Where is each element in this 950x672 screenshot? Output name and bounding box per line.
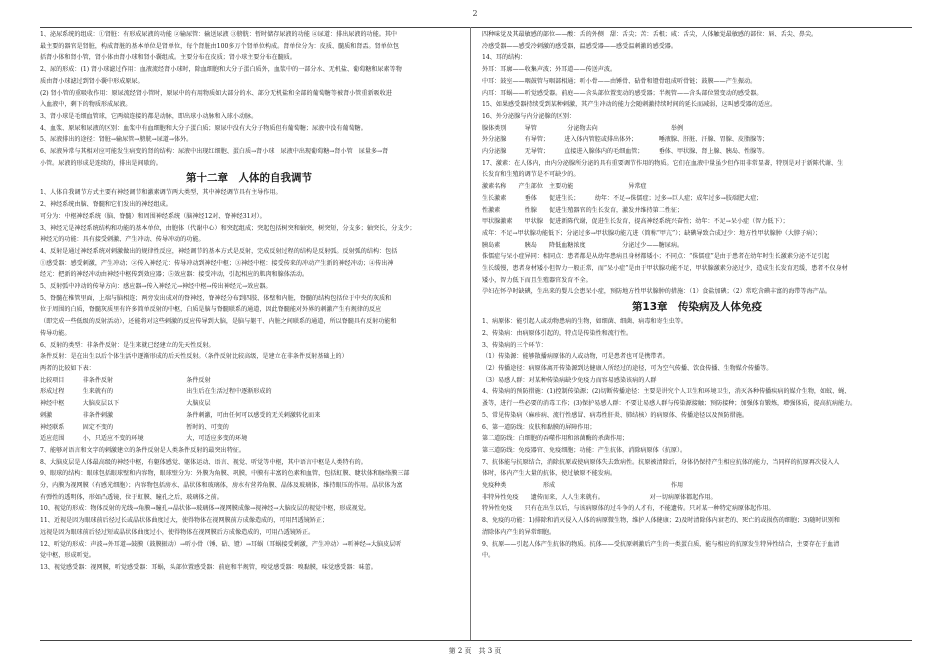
text-line: 入血液中，剩下的物质形成尿液。: [40, 101, 132, 109]
text-line: 9、抗原——引起人体产生抗体的物质。抗体——受抗原刺激后产生的一类蛋白质，能与相应的抗原发生特异性结合，主要存在于血清: [482, 540, 840, 548]
text-line: 中。: [482, 552, 495, 560]
text-line: 质由肾小球滤过到肾小囊中形成原尿。: [40, 77, 144, 85]
text-line: 冷感受器——感受冷刺激的感受器，温感受器——感受温刺激的感受器。: [482, 42, 677, 50]
text-line: 刺激 非条件刺激 条件刺激，可由任何可以感受的无关刺激转化而来: [40, 411, 321, 419]
column-divider: [470, 27, 471, 640]
text-line: 形成过程 生来就有的 出生后在生活过程中逐渐形成的: [40, 388, 272, 396]
text-line: 免疫种类 形成 作用: [482, 482, 684, 490]
text-line: 10、视觉的形成：物体反射的光线→角膜→瞳孔→晶状体→玻璃体→视网膜成像→视神经→大脑皮层的视觉中枢，形成视觉。: [40, 505, 370, 513]
text-line: 3、肾小球是毛细血管球，它两端连接的都是动脉，即出球小动脉和入球小动脉。: [40, 112, 258, 120]
text-line: 成年：不足→甲状腺功能低下；分泌过多→甲状腺功能亢进（简称“甲亢”）；缺碘导致合成过少：地方性甲状腺肿（大脖子病）；: [482, 229, 822, 237]
text-line: 17、激素：在人体内，由内分泌腺所分泌的具有重要调节作用的物质。它们在血液中量虽少但作用非常显著，特别是对于新陈代谢、生: [482, 159, 844, 167]
text-line: 1、病原体：能引起人或动物患病的生物，如细菌、细菌、病毒和寄生虫等。: [482, 318, 687, 326]
text-line: 9、眼球的结构：眼球包括眼球壁和内容物，眼球壁分为：外膜为角膜、巩膜，中膜有丰富的色素和血管，包括虹膜、睫状体和脉络膜三部: [40, 470, 410, 478]
text-line: 体时，体内产生大量的抗体，使过敏原不能发病。: [482, 470, 617, 478]
text-line: 第三道防线：免疫器官、免疫细胞；功能：产生抗体，消除病原体（抗原）。: [482, 446, 687, 454]
text-line: 5、尿液排出的途径：肾脏→输尿管→膀胱→尿道→体外。: [40, 136, 193, 144]
text-line: 甲状腺激素 甲状腺 促进新陈代谢，促进生长发育，提高神经系统兴奋性；幼年：不足→呆小症（智力低下）；: [482, 218, 789, 226]
page-footer: 第 2 页 共 3 页: [448, 647, 502, 655]
text-line: 位于周围的白质，脊髓灰质里有许多简单反射的中枢，白质是脑与脊髓联系的通道，因此脊髓能对外界的刺激产生有规律的反应: [40, 306, 382, 314]
text-line: 腺体类别 导管 分泌物去向 举例: [482, 124, 684, 132]
left-column: [40, 29, 458, 574]
text-line: 最主要的器官是肾脏，构成肾脏的基本单位是肾单位，每个肾脏由100多万个肾单位构成。肾单位分为：皮质、髓质和肾盂。肾单位包: [40, 42, 399, 50]
text-line: 远视是因为眼球前后径过短或晶状体曲度过小，使得物体在视网膜后方成像造成的，可用凸透镜矫正。: [40, 528, 315, 536]
text-line: 3、传染病的三个环节：: [482, 341, 547, 349]
text-line: （2）传播途径：病原体离开传染源到达健康人所经过的途径，可为空气传播、饮食传播、生物媒介传播等。: [482, 364, 773, 372]
bottom-rule: [40, 640, 912, 641]
text-line: （3）易感人群：对某种传染病缺少免疫力而容易感染该病的人群: [482, 376, 657, 384]
top-rule: [40, 27, 912, 28]
text-line: 生长缓慢，患者身材矮小但智力一般正常，而“呆小症”是由于甲状腺功能不足，甲状腺激素分泌过少，造成生长发育迟缓，患者不仅身材: [482, 265, 848, 273]
text-line: ①感受器：感受刺激，产生冲动；②传入神经元：传导冲动到神经中枢；③神经中枢：接受传来的冲动产生新的神经冲动；④传出神: [40, 259, 394, 267]
text-line: 2、神经系统由脑、脊髓和它们发出的神经组成。: [40, 201, 172, 209]
text-line: 6、第一道防线：皮肤和黏膜的屏障作用；: [482, 423, 596, 431]
text-line: 2、传染病：由病原体引起的，特点是传染性和流行性。: [482, 329, 633, 337]
text-line: 觉中枢，形成听觉。: [40, 552, 95, 560]
text-line: (2) 肾小管的重吸收作用：原尿流经肾小管时，原尿中的有用物质如大部分的水、部分无机盐和全部的葡萄糖等被肾小管重新吸收进: [40, 89, 392, 97]
text-line: 适应范围 小，只适应不变的环境 大，可适应多变的环境: [40, 435, 248, 443]
text-line: 神经元的功能：具有接受刺激、产生冲动、传导冲动的功能。: [40, 236, 205, 244]
text-line: 5、常见传染病（麻疹病、流行性感冒、病毒性肝炎、肺结核）的病原体、传播途径以及预防措施。: [482, 411, 748, 419]
text-line: 可分为：中枢神经系统（脑、脊髓）和周围神经系统（脑神经12对、脊神经31对）。: [40, 212, 266, 220]
text-line: 5、脊髓在椎管里面，上端与脑相连；两旁发出成对的脊神经，脊神经分布到四肢、体壁和内脏，脊髓的结构包括位于中央的灰质和: [40, 294, 392, 302]
text-line: 小管。尿液的形成是连续的，排出是间歇的。: [40, 159, 162, 167]
text-line: 分，内膜为视网膜（有感光细胞）；内容物包括房水、晶状体和玻璃体，房水有营养角膜、晶体及玻璃体，维持眼压的作用。晶状体为富: [40, 482, 403, 490]
page-number: 2: [472, 9, 478, 18]
text-line: 条件反射：是在出生以后个体生活中逐渐形成的后天性反射。（条件反射比较高级，是建立在非条件反射基础上的）: [40, 353, 348, 361]
text-line: 7、能够对语言和文字的刺激建立的条件反射是人类条件反射的最突出特征。: [40, 446, 245, 454]
text-line: 13、视觉感受器：视网膜，听觉感受器：耳蜗，头部位置感受器：前庭和半规管，嗅觉感受器：嗅黏膜，味觉感受器：味蕾。: [40, 563, 377, 571]
text-line: 14、耳的结构：: [482, 54, 527, 62]
text-line: 6、反射的类型：非条件反射：是生来就已经建立的先天性反射。: [40, 341, 215, 349]
text-line: 8、免疫的功能：1)排除和消灭侵入人体的病原微生物，维护人体健康；2)及时清除体内衰老的、死亡的或损伤的细胞；3)随时识别和: [482, 517, 840, 525]
text-line: 激素名称 产生部位 主要功能 异常症: [482, 183, 647, 191]
text-line: 4、反射是通过神经系统对刺激做出的规律性反应，神经调节的基本方式是反射，完成反射过程的结构是反射弧。反射弧的结构：包括: [40, 247, 398, 255]
text-line: 性激素 性腺 促进生殖器官的生长发育，激发并维持第二性征；: [482, 206, 684, 214]
text-line: 侏儒症与呆小症异同：相同点：患者都是从幼年患病且身材都矮小；不同点：“侏儒症”是由于患者在幼年时生长激素分泌不足引起: [482, 253, 830, 261]
text-line: 神经联系 固定不变的 暂时的、可变的: [40, 423, 229, 431]
text-line: 生长激素 垂体 促进生长； 幼年：不足→侏儒症；过多→巨人症；成年过多→肢端肥大症；: [482, 194, 763, 202]
text-line: 特异性免疫 只有在出生以后，与该病原体的过斗争的人才有，不能遗传。只对某一种特定病原体起作用。: [482, 505, 775, 513]
chapter-heading: 第十二章 人体的自我调节: [186, 172, 312, 185]
right-column: [482, 29, 912, 562]
text-line: 神经中枢 大脑皮层以下 大脑皮层: [40, 400, 211, 408]
text-line: 四种味觉及其最敏感的部位——酸：舌的外侧 甜：舌尖；苦：舌根；咸：舌尖，人体触觉最敏感的部位：唇、舌尖、鼻尖。: [482, 31, 818, 38]
text-line: 经元：把新的神经冲动由神经中枢传到效应器；⑤效应器：接受冲动，引起相应的肌肉和腺体活动。: [40, 271, 309, 279]
text-line: 胰岛素 胰岛 降低血糖浓度 分泌过少——糖尿病。: [482, 241, 684, 249]
text-line: 11、近视是因为眼球前后径过长或晶状体曲度过大，使得物体在视网膜前方成像造成的，可用凹透镜矫正；: [40, 517, 329, 525]
text-line: 清除体内产生的异常细胞。: [482, 528, 556, 536]
text-line: 有弹性的透明体，形如凸透镜，位于虹膜、瞳孔之后，玻璃体之前。: [40, 493, 223, 501]
text-line: 括肾小体和肾小管，肾小体由肾小球和肾小囊组成。主要分布在皮质；肾小球主要分布在髓质。: [40, 54, 296, 62]
text-line: 5、反射弧中冲动的传导方向：感应器→传入神经元→神经中枢→传出神经元→效应器。: [40, 283, 272, 291]
text-line: 4、血浆、原尿和尿液的区别：血浆中有血细胞和大分子蛋白质；原尿中没有大分子物质但有葡萄糖；尿液中没有葡萄糖。: [40, 124, 367, 132]
text-line: （1）传染源：能够散播病原体的人或动物，可是患者也可是携带者。: [482, 353, 669, 361]
text-line: 矮小，智力低下而且生殖器官发育不全。: [482, 276, 592, 284]
text-line: 第二道防线：白细胞的吞噬作用和溶菌酶的杀菌作用；: [482, 435, 629, 443]
text-line: 6、尿液异常与其相对应可能发生病变的肾的结构：尿液中出现红细胞、蛋白质→肾小球 尿液中出现葡萄糖→肾小管 尿量多→肾: [40, 148, 389, 156]
text-line: （即完成一些低级的反射活动），还能将对这些刺激的反应传导到大脑，是脑与躯干、内脏之间联系的通道，所以脊髓具有反射功能和: [40, 318, 397, 326]
text-line: 1、泌尿系统的组成：①肾脏：有形成尿液的功能 ②输尿管：输送尿液 ③膀胱：暂时储存尿液的功能 ④尿道：排出尿液的功能。其中: [40, 31, 398, 38]
text-line: 两者的比较如下表：: [40, 364, 95, 372]
text-line: 蚤等，进行一些必要的消毒工作；(3)保护易感人群：不要让易感人群与传染源接触；预防接种；加强体育锻炼，增强体质，提高抗病能力。: [482, 400, 857, 408]
text-line: 7、抗体能与抗原结合，消除抗原或使病原体失去致病性。抗原被清除后，身体仍保持产生相应抗体的能力，当同样的抗原再次侵入人: [482, 458, 840, 466]
text-line: 比较项目 非条件反射 条件反射: [40, 376, 211, 384]
text-line: 内分泌腺 无导管； 直接进入腺体内的毛细血管； 垂体、甲状腺、肾上腺、胰岛、性腺等。: [482, 148, 769, 156]
text-line: 8、大脑皮层是人体最高级的神经中枢，有躯体感觉、躯体运动、语言、视觉、听觉等中枢，其中语言中枢是人类特有的。: [40, 458, 367, 466]
text-line: 1、人体自我调节方式主要有神经调节和激素调节两大类型，其中神经调节具有主导作用。: [40, 189, 282, 197]
text-line: 长发育和生殖的调节是不可缺少的。: [482, 171, 580, 179]
text-line: 孕妇在怀孕时缺碘，生出来的婴儿会患呆小症，预防地方性甲状腺肿的措施：（1）食盐加碘；（2）常吃含碘丰富的海带等海产品。: [482, 288, 831, 296]
text-line: 非特异性免疫 遗传而来，人人生来就有。 对一切病原体都起作用。: [482, 493, 717, 501]
text-line: 16、外分泌腺与内分泌腺的区别：: [482, 112, 576, 120]
text-line: 15、如果感受器持续受到某种刺激，其产生冲动的能力会随刺激持续时间的延长而减弱，这叫感受器的适应。: [482, 101, 777, 109]
text-line: 2、尿的形成：(1) 肾小球滤过作用：血液流经肾小球时，除血细胞和大分子蛋白质外，血浆中的一部分水、无机盐、葡萄糖和尿素等物: [40, 66, 402, 74]
text-line: 3、神经元是神经系统结构和功能的基本单位，由胞体（代谢中心）和突起组成；突起包括树突和轴突，树突短，分支多；轴突长，分支少；: [40, 224, 416, 232]
text-line: 4、传染病的预防措施：(1)控制传染源；(2)切断传播途径：主要是讲究个人卫生和环境卫生，消灭各种传播疾病的媒介生物，如蚊、蝇、: [482, 388, 851, 396]
text-line: 外分泌腺 有导管； 进入体内管腔或排出体外； 唾液腺、肝脏、汗腺、胃腺、皮脂腺等；: [482, 136, 769, 144]
text-line: 内耳：耳蜗——听觉感受器。前庭——含头部位置变动的感受器；半规管——含头部位置变动的感受器。: [482, 89, 763, 97]
text-line: 传导功能。: [40, 329, 71, 337]
text-line: 12、听觉的形成：声波→外耳道→鼓膜（鼓膜振动）→听小骨（锤、砧、镫）→耳蜗（耳蜗接受刺激，产生冲动）→听神经→大脑皮层听: [40, 540, 402, 548]
chapter-heading: 第13章 传染病及人体免疫: [631, 301, 763, 314]
text-line: 中耳：鼓室——咽鼓管与咽部相通；听小骨——由锤骨、砧骨和镫骨组成听骨链；鼓膜——产生振动。: [482, 77, 757, 85]
text-line: 外耳：耳廓——收集声波；外耳道——传送声波。: [482, 66, 617, 74]
